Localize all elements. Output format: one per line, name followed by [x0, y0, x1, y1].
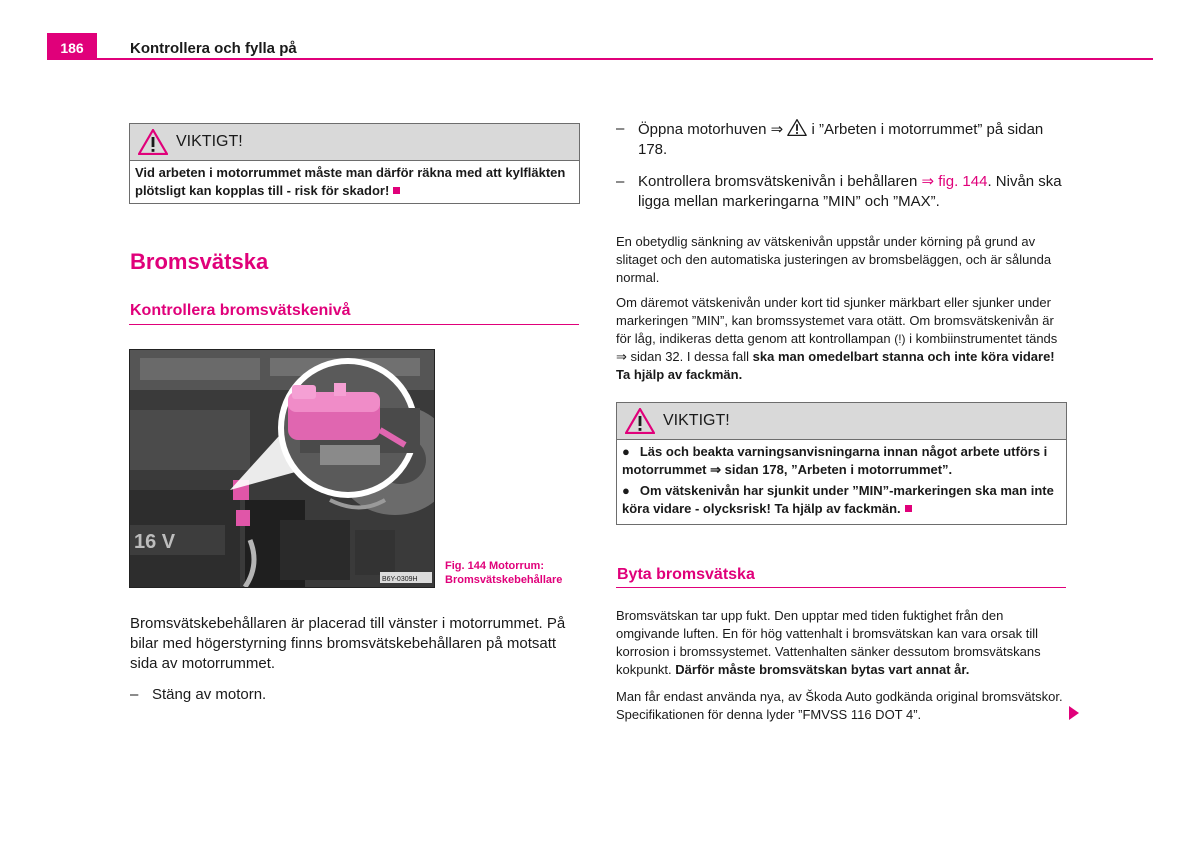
step-open-hood-b: i ”Arbeten i motorrummet” på sidan 178.: [638, 121, 1044, 158]
end-square-icon: [905, 505, 912, 512]
warning-triangle-icon: [625, 408, 655, 434]
normal-drop-paragraph: En obetydlig sänkning av vätskenivån uppstår under körning på grund av slitaget och den automatiska justeringen av bromsbeläggen, och är sålunda normal.: [616, 234, 1052, 285]
figure-caption-line2: Bromsvätskebehållare: [445, 574, 563, 586]
warning-bullet-1-text: Läs och beakta varningsanvisningarna innan något arbete utförs i motorrummet ⇒ sidan 178, ”Arbeten i motorrummet”.: [622, 444, 1048, 477]
page-number: 186: [47, 33, 97, 60]
bullet-icon: ●: [622, 444, 630, 459]
figure-code: B6Y-0309H: [382, 576, 418, 583]
step-text: Stäng av motorn.: [152, 686, 267, 703]
warning-text: [617, 440, 1066, 524]
dash-marker: –: [616, 120, 625, 137]
end-square-icon: [393, 187, 400, 194]
specification-paragraph: Man får endast använda nya, av Škoda Auto godkända original bromsvätskor. Specifikationen för denna lyder ”FMVSS 116 DOT 4”.: [616, 689, 1063, 722]
warning-triangle-icon: [138, 129, 168, 155]
leak-text-b: i kombiinstrumentet tänds ⇒ sidan 32. I dessa fall: [616, 331, 1058, 364]
step-check-level: [616, 172, 1066, 212]
running-header-title: Kontrollera och fylla på: [130, 40, 297, 57]
subsection-title-2: Byta bromsvätska: [617, 566, 755, 583]
engine-bay-figure: [129, 349, 435, 588]
step-open-hood-a: Öppna motorhuven ⇒: [638, 121, 784, 138]
moisture-text: Bromsvätskan tar upp fukt. Den upptar med tiden fuktighet från den omgivande luften. En för hög vattenhalt i bromsvätskan kan vara orsak till korrosion i bromssystemet. Vattenhalten sänker dessutom bromsvätskans kokpunkt.: [616, 608, 1041, 677]
brake-warning-lamp-icon: (!): [894, 332, 906, 346]
warning-bullet-2-text: Om vätskenivån har sjunkit under ”MIN”-markeringen ska man inte köra vidare - olycksrisk! Ta hjälp av fackmän.: [622, 483, 1054, 516]
warning-bullet-1: [622, 443, 1061, 479]
warning-heading: VIKTIGT!: [176, 133, 243, 150]
header-rule: [97, 58, 1153, 60]
figure-caption: [445, 559, 562, 587]
leak-text-a: Om däremot vätskenivån under kort tid sjunker märkbart eller sjunker under markeringen ”MIN”, kan bromssystemet vara otätt. Om bromsvätskenivån är för låg, indikeras detta genom att kontrollampan: [616, 295, 1054, 346]
subsection-rule-2: [616, 587, 1066, 588]
engine-bay-illustration: [130, 350, 434, 587]
engine-label: 16 V: [134, 531, 176, 553]
dash-marker: –: [616, 173, 625, 190]
bullet-icon: ●: [622, 483, 630, 498]
leak-text-bold: ska man omedelbart stanna och inte köra vidare! Ta hjälp av fackmän.: [616, 349, 1055, 382]
step-open-hood-text: [638, 119, 1066, 160]
location-paragraph: Bromsvätskebehållaren är placerad till vänster i motorrummet. På bilar med högerstyrning finns bromsvätskebehållaren på motsatt sida av motorrummet.: [130, 615, 566, 672]
step-open-hood: [616, 119, 1066, 160]
warning-triangle-icon: [787, 119, 807, 136]
figure-caption-line1: Fig. 144 Motorrum:: [445, 560, 545, 572]
section-title: Bromsvätska: [130, 249, 269, 274]
figure-link[interactable]: ⇒ fig. 144: [921, 173, 988, 190]
warning-box: [129, 123, 580, 204]
warning-text: [130, 161, 579, 203]
step-check-level-b: . Nivån ska ligga mellan markeringarna ”MIN” och ”MAX”.: [638, 173, 1062, 210]
subsection-title: Kontrollera bromsvätskenivå: [130, 302, 351, 319]
warning-heading: VIKTIGT!: [663, 412, 730, 429]
warning-header: [617, 403, 1066, 440]
moisture-text-bold: Därför måste bromsvätskan bytas vart annat år.: [675, 662, 970, 677]
moisture-paragraph: [616, 607, 1066, 679]
continue-arrow-icon[interactable]: [1069, 706, 1079, 720]
warning-box-2: [616, 402, 1067, 525]
step-check-level-text: [638, 172, 1066, 212]
leak-paragraph: [616, 294, 1066, 384]
warning-bullet-2: [622, 482, 1061, 518]
warning-text-content: Vid arbeten i motorrummet måste man därför räkna med att kylfläkten plötsligt kan kopplas till - risk för skador!: [135, 165, 566, 198]
dash-marker: –: [130, 686, 139, 703]
step-stop-engine: [130, 685, 575, 705]
warning-header: [130, 124, 579, 161]
step-check-level-a: Kontrollera bromsvätskenivån i behållaren: [638, 173, 922, 190]
subsection-rule: [129, 324, 579, 325]
